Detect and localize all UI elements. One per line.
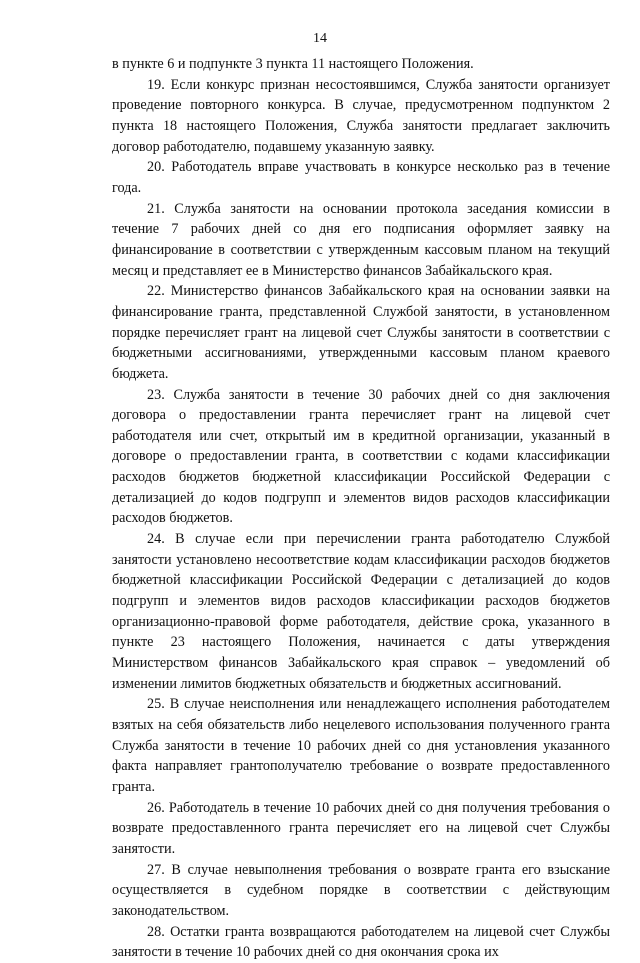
paragraph-item-21: 21. Служба занятости на основании протокола заседания комиссии в течение 7 рабочих дней со дня его подписания оформляет заявку на финансирование в соответствии с утвержденным кассовым планом на текущий месяц и представляет ее в Министерство финансов Забайкальского края. (112, 200, 610, 279)
paragraph-item-23: 23. Служба занятости в течение 30 рабочих дней со дня заключения договора о предоставлении гранта перечисляет грант на лицевой счет работодателя или счет, открытый им в кредитной организации, указанный в договоре о предоставлении гранта, в соответствии с кодами классификации расходов бюджетов бюджетной классификации Российской Федерации с детализацией до кодов подгрупп и элементов видов расходов классификации расходов бюджетов. (112, 386, 610, 527)
paragraph-item-20: 20. Работодатель вправе участвовать в конкурсе несколько раз в течение года. (112, 159, 610, 196)
page-number: 14 (313, 31, 327, 46)
paragraph-item-24: 24. В случае если при перечислении гранта работодателю Службой занятости установлено несоответствие кодам классификации расходов бюджетов бюджетной классификации Российской Федерации с детализацией до кодов подгрупп и элементов видов расходов классификации расходов бюджетов организационно-правовой форме работодателя, действие срока, указанного в пункте 23 настоящего Положения, начинается с даты утверждения Министерством финансов Забайкальского края справок – уведомлений об изменении лимитов бюджетных обязательств и бюджетных ассигнований. (112, 531, 610, 692)
paragraph-item-25: 25. В случае неисполнения или ненадлежащего исполнения работодателем взятых на себя обязательств либо нецелевого использования полученного гранта Служба занятости в течение 10 рабочих дней со дня установления указанного факта направляет грантополучателю требование о возврате предоставленного гранта. (112, 696, 610, 795)
paragraph-item-22: 22. Министерство финансов Забайкальского края на основании заявки на финансирование гранта, представленной Службой занятости, в установленном порядке перечисляет грант на лицевой счет Службы занятости в соответствии с бюджетными ассигнованиями, утвержденными кассовым планом краевого бюджета. (112, 283, 610, 382)
paragraph-item-28: 28. Остатки гранта возвращаются работодателем на лицевой счет Службы занятости в течение 10 рабочих дней со дня окончания срока их (112, 923, 610, 961)
paragraph-item-27: 27. В случае невыполнения требования о возврате гранта его взыскание осуществляется в судебном порядке в соответствии с действующим законодательством. (112, 861, 610, 919)
document-body (112, 54, 610, 963)
paragraph-item-26: 26. Работодатель в течение 10 рабочих дней со дня получения требования о возврате предоставленного гранта перечисляет его на лицевой счет Службы занятости. (112, 799, 610, 857)
paragraph-item-19: 19. Если конкурс признан несостоявшимся, Служба занятости организует проведение повторного конкурса. В случае, предусмотренном подпунктом 2 пункта 18 настоящего Положения, Служба занятости предлагает заключить договор работодателю, подавшему указанную заявку. (112, 76, 610, 155)
paragraph-continuation: в пункте 6 и подпункте 3 пункта 11 настоящего Положения. (112, 56, 474, 72)
